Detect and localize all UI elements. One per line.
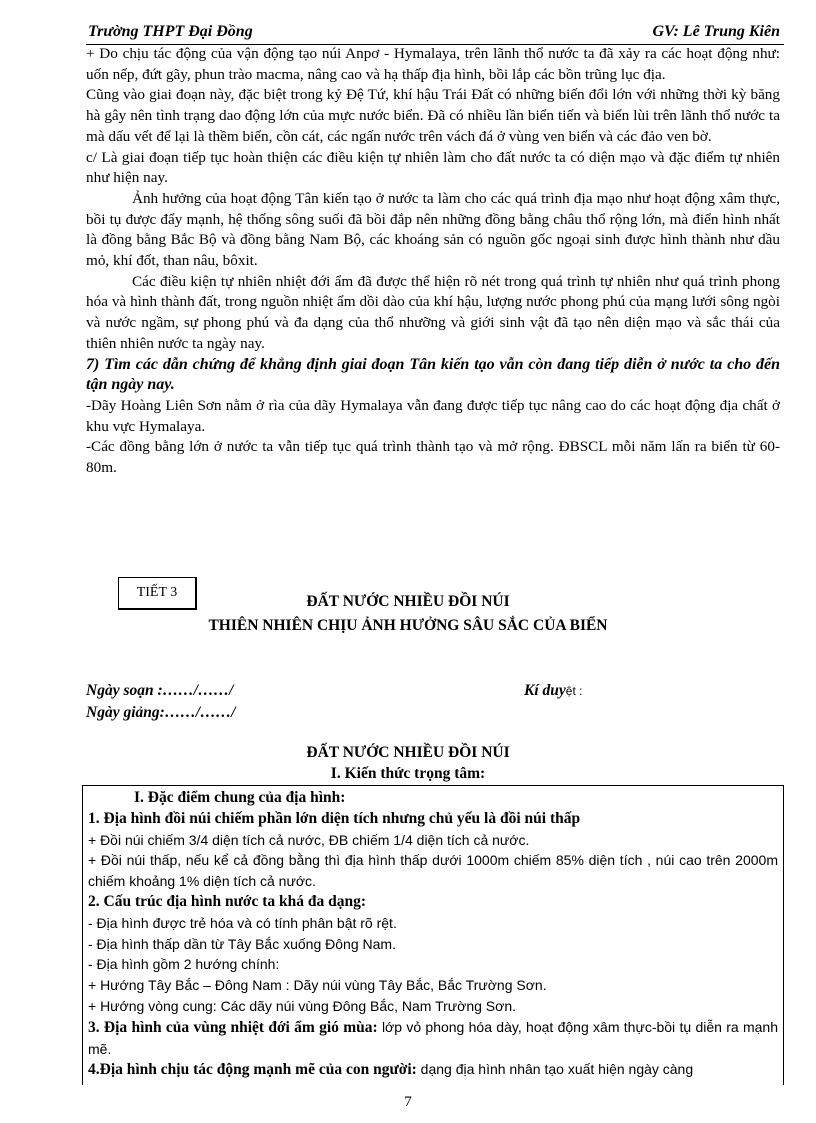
box-line: - Địa hình thấp dần từ Tây Bắc xuống Đông Nam. bbox=[88, 935, 396, 952]
answer-line: -Dãy Hoàng Liên Sơn nằm ở rìa của dãy Hymalaya vẫn đang được tiếp tục nâng cao do các hoạt động địa chất ở khu vực Hymalaya. bbox=[86, 396, 780, 435]
box-subheading: 1. Địa hình đồi núi chiếm phần lớn diện tích nhưng chủ yếu là đồi núi thấp bbox=[88, 809, 581, 827]
body-text bbox=[86, 44, 780, 479]
section-subtitle: I. Kiến thức trọng tâm: bbox=[330, 765, 486, 782]
box-subheading: 2. Cấu trúc địa hình nước ta khá đa dạng: bbox=[88, 892, 367, 910]
section-title: ĐẤT NƯỚC NHIỀU ĐỒI NÚI bbox=[306, 744, 510, 761]
lesson-subtitle: THIÊN NHIÊN CHỊU ẢNH HƯỞNG SÂU SẮC CỦA BIỂN bbox=[208, 617, 608, 634]
box-line: + Đồi núi chiếm 3/4 diện tích cả nước, ĐB chiếm 1/4 diện tích cả nước. bbox=[88, 831, 530, 848]
box-line bbox=[88, 1059, 778, 1081]
page-header bbox=[86, 22, 784, 45]
box-line: + Hướng vòng cung: Các dãy núi vùng Đông Bắc, Nam Trường Sơn. bbox=[88, 997, 517, 1014]
question-heading: 7) Tìm các dẫn chứng để khẳng định giai đoạn Tân kiến tạo vẫn còn đang tiếp diễn ở nước ta cho đến tận ngày nay. bbox=[86, 355, 780, 394]
approval-label: Kí duy bbox=[524, 682, 566, 699]
approval-signature bbox=[524, 682, 582, 700]
teacher-name: GV: Lê Trung Kiên bbox=[652, 23, 780, 40]
box-line-text: lớp vỏ phong hóa dày, hoạt động xâm thực-bồi tụ diễn ra mạnh mẽ. bbox=[88, 1018, 778, 1057]
page-number: 7 bbox=[404, 1094, 412, 1110]
box-line bbox=[88, 1017, 778, 1060]
answer-line: -Các đồng bằng lớn ở nước ta vẫn tiếp tục quá trình thành tạo và mở rộng. ĐBSCL mỗi năm lấn ra biển từ 60-80m. bbox=[86, 438, 780, 477]
teach-date: Ngày giảng:……/……/ bbox=[86, 704, 236, 721]
knowledge-box bbox=[82, 785, 784, 1085]
paragraph: Các điều kiện tự nhiên nhiệt đới ẩm đã được thể hiện rõ nét trong quá trình tự nhiên như quá trình phong hóa và hình thành đất, trong nguồn nhiệt ẩm dồi dào của khí hậu, lượng nước phong phú của mạng lưới sông ngòi và nước ngầm, sự phong phú và đa dạng của thổ nhưỡng và giới sinh vật đã tạo nên diện mạo và sắc thái của thiên nhiên nước ta ngày nay. bbox=[86, 272, 780, 352]
school-name: Trường THPT Đại Đồng bbox=[88, 23, 253, 40]
box-line: + Đồi núi thấp, nếu kể cả đồng bằng thì địa hình thấp dưới 1000m chiếm 85% diện tích , núi cao trên 2000m chiếm khoảng 1% diện tích cả nước. bbox=[88, 852, 778, 890]
box-line: - Địa hình được trẻ hóa và có tính phân bật rõ rệt. bbox=[88, 914, 397, 931]
approval-label-suffix: ệt : bbox=[565, 684, 583, 698]
box-subheading: 3. Địa hình của vùng nhiệt đới ẩm gió mùa: bbox=[88, 1018, 378, 1036]
paragraph: + Do chịu tác động của vận động tạo núi Anpơ - Hymalaya, trên lãnh thổ nước ta đã xảy ra các hoạt động như: uốn nếp, đứt gãy, phun trào macma, nâng cao và hạ thấp địa hình, bồi lắp các bồn trũng lục địa. bbox=[86, 45, 780, 83]
paragraph: Cũng vào giai đoạn này, đặc biệt trong kỷ Đệ Tứ, khí hậu Trái Đất có những biến đổi lớn với những thời kỳ băng hà gây nên tình trạng dao động lớn của mực nước biển. Đã có nhiều lần biển tiến và biển lùi trên lãnh thổ nước ta mà dấu vết để lại là thềm biển, cồn cát, các ngấn nước trên vách đá ở vùng ven biển và các đảo ven bờ. bbox=[86, 86, 780, 145]
lesson-number-box: TIẾT 3 bbox=[118, 577, 197, 610]
box-line: + Hướng Tây Bắc – Đông Nam : Dãy núi vùng Tây Bắc, Bắc Trường Sơn. bbox=[88, 977, 547, 994]
box-line: - Địa hình gồm 2 hướng chính: bbox=[88, 956, 280, 973]
prep-date: Ngày soạn :……/……/ bbox=[86, 682, 234, 699]
paragraph: Ảnh hưởng của hoạt động Tân kiến tạo ở nước ta làm cho các quá trình địa mạo như hoạt động xâm thực, bồi tụ được đẩy mạnh, hệ thống sông suối đã bồi đắp nên những đồng bằng châu thổ rộng lớn, mà điển hình nhất là đồng bằng Bắc Bộ và đồng bằng Nam Bộ, các khoáng sản có nguồn gốc ngoại sinh được hình thành như dầu mỏ, khí đốt, than nâu, bôxit. bbox=[86, 189, 780, 270]
box-heading: I. Đặc điểm chung của địa hình: bbox=[134, 789, 346, 806]
box-line-text: dạng địa hình nhân tạo xuất hiện ngày càng bbox=[416, 1061, 694, 1078]
lesson-title: ĐẤT NƯỚC NHIỀU ĐỒI NÚI bbox=[306, 593, 510, 610]
box-subheading: 4.Địa hình chịu tác động mạnh mẽ của con người: bbox=[88, 1061, 417, 1079]
paragraph: c/ Là giai đoạn tiếp tục hoàn thiện các điều kiện tự nhiên làm cho đất nước ta có diện mạo và đặc điểm tự nhiên như hiện nay. bbox=[86, 148, 780, 187]
